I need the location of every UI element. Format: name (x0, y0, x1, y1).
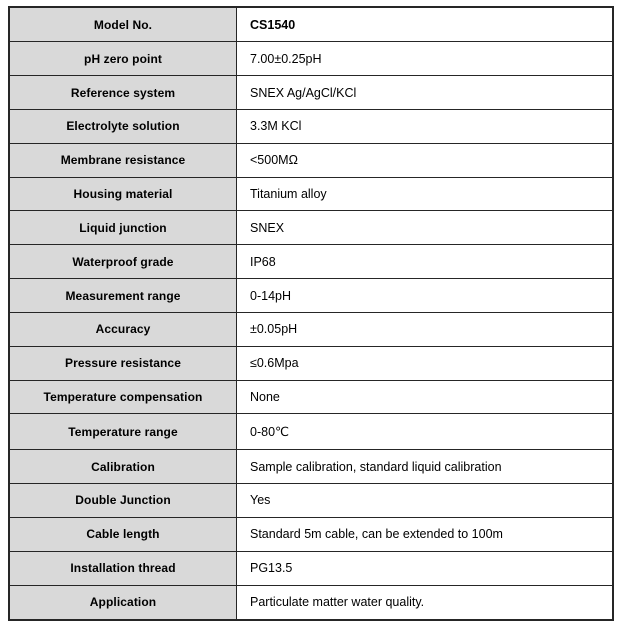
spec-row (9, 245, 613, 279)
spec-row (9, 7, 613, 42)
spec-row (9, 42, 613, 76)
spec-row (9, 76, 613, 110)
spec-row (9, 177, 613, 211)
spec-label: Liquid junction (9, 211, 237, 245)
spec-value: Yes (237, 484, 614, 518)
spec-label: Installation thread (9, 551, 237, 585)
spec-row (9, 312, 613, 346)
spec-label: pH zero point (9, 42, 237, 76)
spec-value: Particulate matter water quality. (237, 585, 614, 620)
spec-row (9, 551, 613, 585)
spec-row (9, 414, 613, 450)
spec-label: Double Junction (9, 484, 237, 518)
spec-label: Waterproof grade (9, 245, 237, 279)
spec-value: Sample calibration, standard liquid calibration (237, 450, 614, 484)
spec-value: ≤0.6Mpa (237, 346, 614, 380)
spec-label: Temperature compensation (9, 380, 237, 414)
spec-row (9, 450, 613, 484)
spec-value: ±0.05pH (237, 312, 614, 346)
spec-label: Accuracy (9, 312, 237, 346)
spec-value: 0-80℃ (237, 414, 614, 450)
spec-label: Pressure resistance (9, 346, 237, 380)
spec-label: Cable length (9, 517, 237, 551)
spec-value: <500MΩ (237, 143, 614, 177)
spec-value: CS1540 (237, 7, 614, 42)
spec-row (9, 143, 613, 177)
spec-table (8, 6, 614, 621)
spec-label: Housing material (9, 177, 237, 211)
spec-row (9, 279, 613, 313)
spec-label: Electrolyte solution (9, 109, 237, 143)
spec-label: Calibration (9, 450, 237, 484)
spec-row (9, 380, 613, 414)
spec-row (9, 346, 613, 380)
spec-value: None (237, 380, 614, 414)
spec-value: SNEX Ag/AgCl/KCl (237, 76, 614, 110)
spec-value: 3.3M KCl (237, 109, 614, 143)
spec-value: Titanium alloy (237, 177, 614, 211)
spec-label: Application (9, 585, 237, 620)
spec-table-body (9, 7, 613, 620)
spec-value: PG13.5 (237, 551, 614, 585)
spec-label: Model No. (9, 7, 237, 42)
spec-value: 0-14pH (237, 279, 614, 313)
spec-label: Reference system (9, 76, 237, 110)
spec-row (9, 484, 613, 518)
spec-row (9, 585, 613, 620)
spec-value: 7.00±0.25pH (237, 42, 614, 76)
spec-label: Temperature range (9, 414, 237, 450)
spec-value: Standard 5m cable, can be extended to 100m (237, 517, 614, 551)
spec-label: Membrane resistance (9, 143, 237, 177)
spec-row (9, 517, 613, 551)
spec-label: Measurement range (9, 279, 237, 313)
spec-value: IP68 (237, 245, 614, 279)
spec-row (9, 211, 613, 245)
spec-row (9, 109, 613, 143)
spec-value: SNEX (237, 211, 614, 245)
